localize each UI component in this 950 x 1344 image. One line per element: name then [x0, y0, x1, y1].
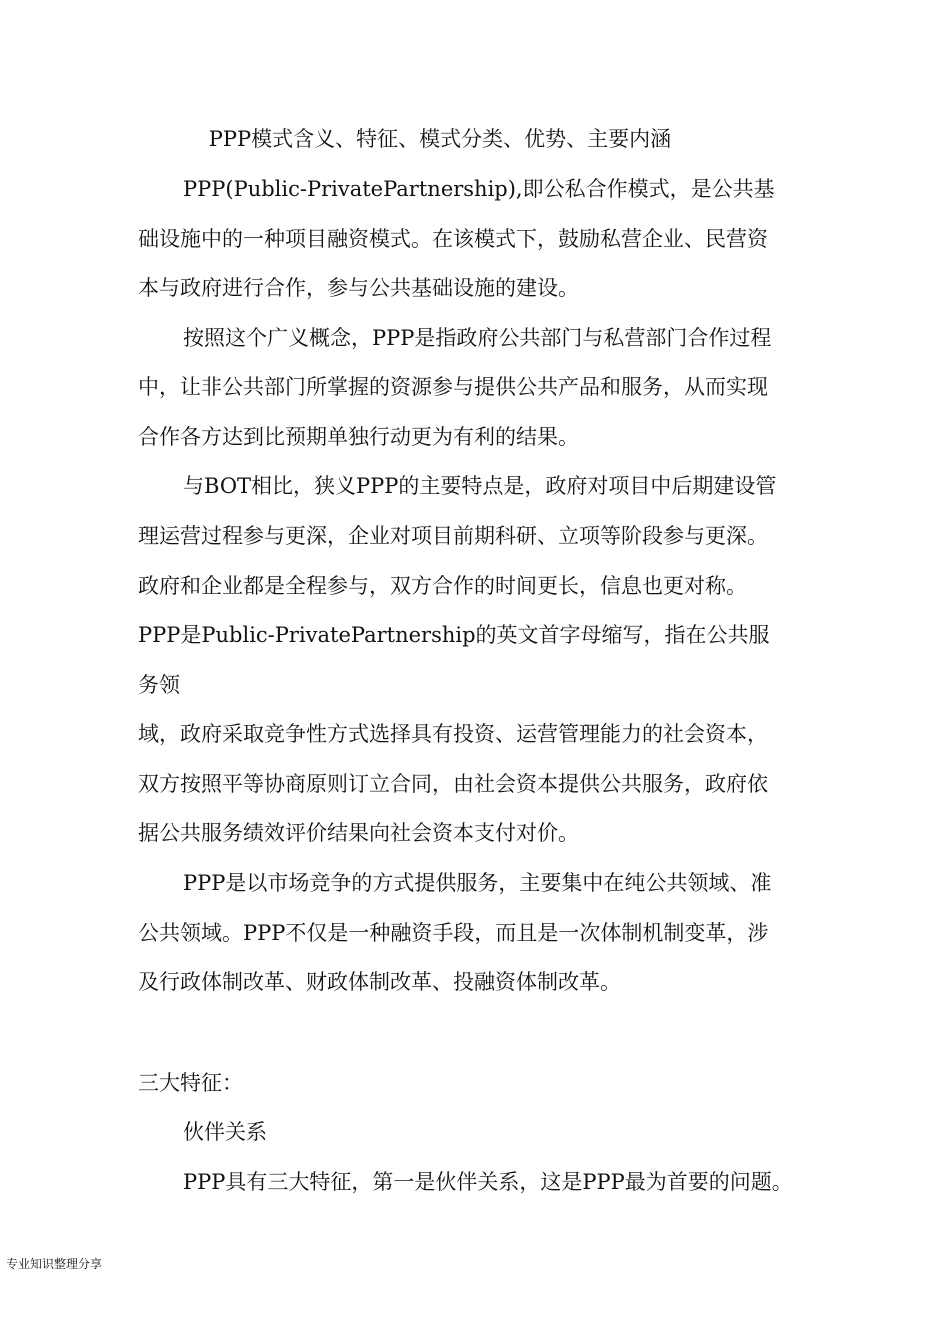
- section-heading: 三大特征：: [138, 1071, 243, 1095]
- text-line: 中，让非公共部门所掌握的资源参与提供公共产品和服务，从而实现: [138, 375, 768, 399]
- text-line: 据公共服务绩效评价结果向社会资本支付对价。: [138, 821, 579, 845]
- text-line: PPP是以市场竞争的方式提供服务，主要集中在纯公共领域、准: [183, 871, 772, 895]
- text-line: 域，政府采取竞争性方式选择具有投资、运营管理能力的社会资本，: [138, 722, 768, 746]
- text-line: 本与政府进行合作，参与公共基础设施的建设。: [138, 276, 579, 300]
- text-line: 公共领域。PPP不仅是一种融资手段，而且是一次体制机制变革，涉: [138, 921, 769, 945]
- page-title: PPP模式含义、特征、模式分类、优势、主要内涵: [208, 127, 672, 151]
- text-line: 政府和企业都是全程参与，双方合作的时间更长，信息也更对称。: [138, 574, 747, 598]
- text-line: 按照这个广义概念，PPP是指政府公共部门与私营部门合作过程: [183, 326, 772, 350]
- text-line: 理运营过程参与更深，企业对项目前期科研、立项等阶段参与更深。: [138, 524, 768, 548]
- text-line: 务领: [138, 673, 180, 697]
- subsection-heading: 伙伴关系: [183, 1120, 267, 1144]
- text-line: 及行政体制改革、财政体制改革、投融资体制改革。: [138, 970, 621, 994]
- text-line: PPP(Public-PrivatePartnership),即公私合作模式，是公共基: [183, 177, 775, 201]
- text-line: 合作各方达到比预期单独行动更为有利的结果。: [138, 425, 579, 449]
- page-footer: 专业知识整理分享: [6, 1257, 103, 1271]
- text-line: PPP是Public-PrivatePartnership的英文首字母缩写，指在公共服: [138, 623, 770, 647]
- text-line: PPP具有三大特征，第一是伙伴关系，这是PPP最为首要的问题。: [183, 1170, 793, 1194]
- text-line: 础设施中的一种项目融资模式。在该模式下，鼓励私营企业、民营资: [138, 227, 768, 251]
- text-line: 双方按照平等协商原则订立合同，由社会资本提供公共服务，政府依: [138, 772, 768, 796]
- text-line: 与BOT相比，狭义PPP的主要特点是，政府对项目中后期建设管: [183, 474, 777, 498]
